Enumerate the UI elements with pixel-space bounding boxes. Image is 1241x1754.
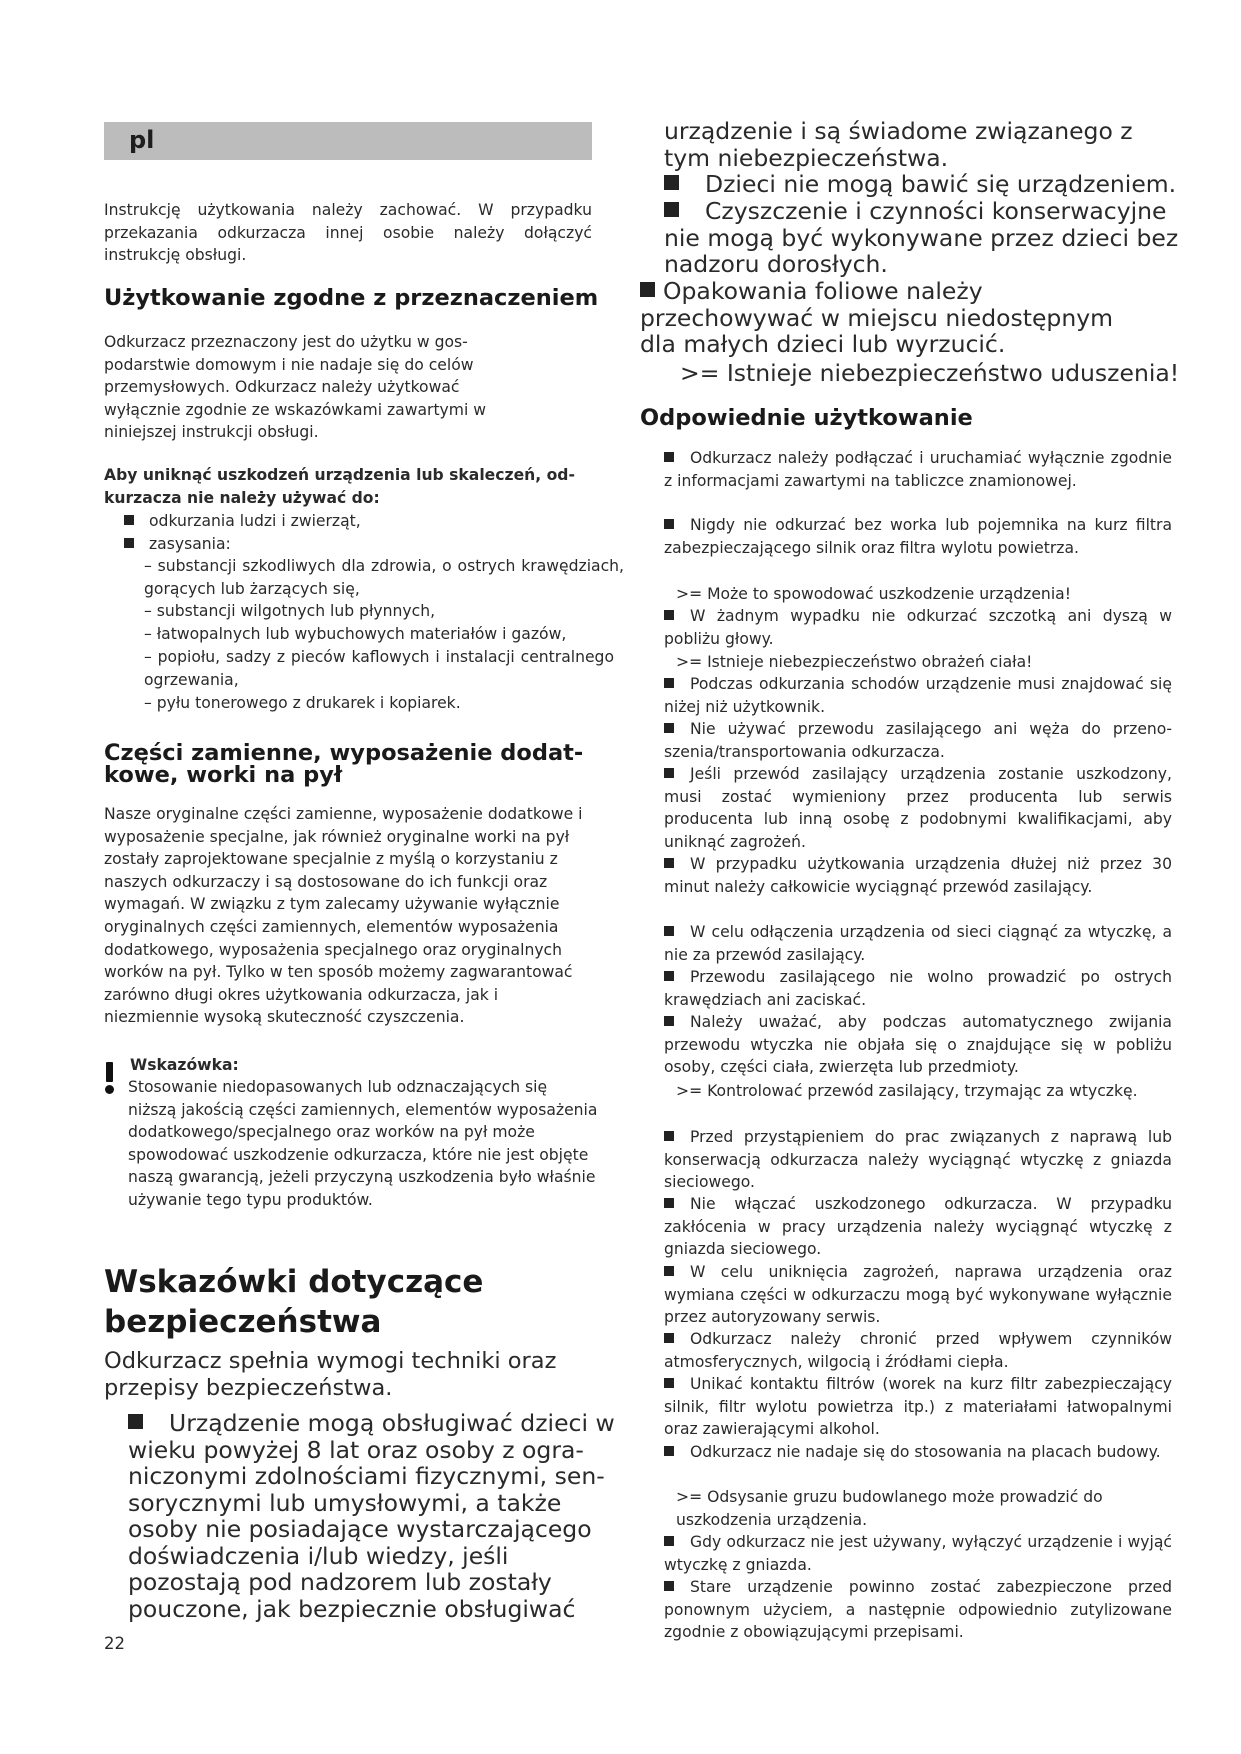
note-label: Wskazówka: (130, 1056, 239, 1074)
sub-item: – substancji szkodliwych dla zdrowia, o ostrych krawędziach, gorących lub żarzących się, (144, 557, 624, 598)
bullet-square-icon (664, 1581, 674, 1591)
bullet-square-icon (664, 1016, 674, 1026)
list-item: W przypadku użytkowania urządzenia dłużej niż przez 30 minut należy całkowicie wyciągnąć przewód zasilający. (664, 855, 1172, 896)
list-item: W żadnym wypadku nie odkurzać szczotką ani dyszą w pobliżu głowy. (664, 607, 1172, 648)
section-heading-proper-use: Odpowiednie użytkowanie (640, 405, 973, 431)
page-number: 22 (104, 1634, 125, 1653)
list-item: Stare urządzenie powinno zostać zabezpieczone przed ponownym użyciem, a następnie odpowiednio zutylizowane zgodnie z obowiązującymi przepisami. (664, 1578, 1172, 1642)
bullet-square-icon (664, 768, 674, 778)
list-item: odkurzania ludzi i zwierząt, (124, 510, 361, 533)
safety-item-3: Czyszczenie i czynności konserwacyjne nie mogą być wykonywane przez dzieci bez nadzoru dorosłych. (664, 197, 1179, 278)
list-item: Unikać kontaktu filtrów (worek na kurz filtr zabezpieczający silnik, filtr wylotu powietrza itp.) z materiałami łatwopalnymi oraz zawierającymi alkohol. (664, 1375, 1172, 1439)
list-item: Odkurzacz należy podłączać i uruchamiać wyłącznie zgodnie z informacjami zawartymi na tabliczce znamionowej. (664, 449, 1172, 490)
list-item: Przewodu zasilającego nie wolno prowadzić po ostrych krawędziach ani zaciskać. (664, 968, 1172, 1009)
bullet-square-icon (664, 1536, 674, 1546)
safety-item-4: Opakowania foliowe należy przechowywać w miejscu niedostępnym dla małych dzieci lub wyrzucić. (640, 277, 1114, 358)
bullet-square-icon (664, 1333, 674, 1343)
bullet-square-icon (664, 926, 674, 936)
list-item: Nie używać przewodu zasilającego ani węża do przenoszenia/transportowania odkurzacza. (664, 720, 1172, 761)
bullet-square-icon (664, 1378, 674, 1388)
list-item: Podczas odkurzania schodów urządzenie musi znajdować się niżej niż użytkownik. (664, 675, 1172, 716)
sub-item: – substancji wilgotnych lub płynnych, (144, 602, 436, 620)
list-item: W celu odłączenia urządzenia od sieci ciągnąć za wtyczkę, a nie za przewód zasilający. (664, 923, 1172, 964)
language-tab (104, 122, 592, 160)
warning-bold: Aby uniknąć uszkodzeń urządzenia lub skaleczeń, odkurzacza nie należy używać do: (104, 466, 575, 507)
intro-paragraph: Instrukcję użytkowania należy zachować. W przypadku przekazania odkurzacza innej osobie należy dołączyć instrukcję obsługi. (104, 201, 592, 265)
safety-item-4-arrow: >= Istnieje niebezpieczeństwo uduszenia! (680, 359, 1180, 387)
bullet-square-icon (128, 1414, 143, 1429)
safety-lead: Odkurzacz spełnia wymogi techniki oraz przepisy bezpieczeństwa. (104, 1348, 557, 1401)
bullet-square-icon (124, 538, 134, 548)
bullet-square-icon (664, 610, 674, 620)
bullet-square-icon (664, 452, 674, 462)
safety-item-1: Urządzenie mogą obsługiwać dzieci w wieku powyżej 8 lat oraz osoby z ograniczonymi zdolnościami fizycznymi, sensorycznymi lub umysłowymi, a także osoby nie posiadające wystarczającego doświadczenia i/lub wiedzy, jeśli pozostają pod nadzorem lub zostały pouczone, jak bezpiecznie obsługiwać (128, 1409, 615, 1623)
section-heading-intended-use: Użytkowanie zgodne z przeznaczeniem (104, 285, 599, 311)
bullet-square-icon (664, 1266, 674, 1276)
bullet-square-icon (664, 1446, 674, 1456)
list-item: Nie włączać uszkodzonego odkurzacza. W przypadku zakłócenia w pracy urządzenia należy wyciągnąć wtyczkę z gniazda sieciowego. (664, 1195, 1172, 1259)
intended-use-body: Odkurzacz przeznaczony jest do użytku w gospodarstwie domowym i nie nadaje się do celów przemysłowych. Odkurzacz należy użytkować wyłącznie zgodnie ze wskazówkami zawartymi w niniejszej instrukcji obsługi. (104, 333, 487, 442)
arrow-note: >= Istnieje niebezpieczeństwo obrażeń ciała! (676, 653, 1033, 671)
language-code: pl (129, 126, 155, 154)
bullet-square-icon (664, 971, 674, 981)
list-item: Jeśli przewód zasilający urządzenia zostanie uszkodzony, musi zostać wymieniony przez producenta lub serwis producenta lub inną osobę z podobnymi kwalifikacjami, aby uniknąć zagrożeń. (664, 765, 1172, 851)
bullet-square-icon (664, 858, 674, 868)
bullet-square-icon (664, 519, 674, 529)
arrow-note: >= Może to spowodować uszkodzenie urządzenia! (676, 585, 1071, 603)
exclamation-icon (104, 1062, 116, 1092)
sub-item: – popiołu, sadzy z pieców kaflowych i instalacji centralnego ogrzewania, (144, 648, 614, 689)
bullet-square-icon (640, 282, 655, 297)
list-item: Gdy odkurzacz nie jest używany, wyłączyć urządzenie i wyjąć wtyczkę z gniazda. (664, 1533, 1172, 1574)
list-item: Odkurzacz nie nadaje się do stosowania na placach budowy. (664, 1441, 1172, 1464)
section-heading-safety: Wskazówki dotyczące bezpieczeństwa (104, 1264, 484, 1340)
safety-item-1-continued: urządzenie i są świadome związanego z tym niebezpieczeństwa. (664, 117, 1133, 172)
sub-item: – pyłu tonerowego z drukarek i kopiarek. (144, 694, 461, 712)
list-item: zasysania: (124, 533, 231, 556)
bullet-square-icon (664, 1198, 674, 1208)
arrow-note: >= Odsysanie gruzu budowlanego może prowadzić do uszkodzenia urządzenia. (676, 1488, 1103, 1529)
bullet-square-icon (664, 678, 674, 688)
bullet-square-icon (664, 1131, 674, 1141)
bullet-square-icon (664, 723, 674, 733)
list-item: W celu uniknięcia zagrożeń, naprawa urządzenia oraz wymiana części w odkurzaczu mogą być wykonywane wyłącznie przez autoryzowany serwis. (664, 1263, 1172, 1327)
spare-parts-body: Nasze oryginalne części zamienne, wyposażenie dodatkowe i wyposażenie specjalne, jak również oryginalne worki na pył zostały zaprojektowane specjalnie z myślą o korzystaniu z naszych odkurzaczy i są dostosowane do ich funkcji oraz wymagań. W związku z tym zalecamy używanie wyłącznie oryginalnych części zamiennych, elementów wyposażenia dodatkowego, wyposażenia specjalnego oraz oryginalnych worków na pył. Tylko w ten sposób możemy zagwarantować zarówno długi okres użytkowania odkurzacza, jak i niezmiennie wysoką skuteczność czyszczenia. (104, 805, 583, 1027)
list-item: Należy uważać, aby podczas automatycznego zwijania przewodu wtyczka nie objała się o znajdujące się w pobliżu osoby, części ciała, zwierzęta lub przedmioty. (664, 1013, 1172, 1077)
sub-item: – łatwopalnych lub wybuchowych materiałów i gazów, (144, 625, 567, 643)
list-item: Odkurzacz należy chronić przed wpływem czynników atmosferycznych, wilgocią i źródłami ciepła. (664, 1330, 1172, 1371)
safety-item-2: Dzieci nie mogą bawić się urządzeniem. (664, 171, 1184, 198)
bullet-square-icon (124, 515, 134, 525)
bullet-square-icon (664, 202, 679, 217)
list-item: Przed przystąpieniem do prac związanych z naprawą lub konserwacją odkurzacza należy wyciągnąć wtyczkę z gniazda sieciowego. (664, 1128, 1172, 1192)
arrow-note: >= Kontrolować przewód zasilający, trzymając za wtyczkę. (676, 1082, 1138, 1100)
list-item: Nigdy nie odkurzać bez worka lub pojemnika na kurz filtra zabezpieczającego silnik oraz filtra wylotu powietrza. (664, 516, 1172, 557)
note-body: Stosowanie niedopasowanych lub odznaczających się niższą jakością części zamiennych, elementów wyposażenia dodatkowego/specjalnego oraz worków na pył może spowodować uszkodzenie odkurzacza, które nie jest objęte naszą gwarancją, jeżeli przyczyną uszkodzenia było właśnie używanie tego typu produktów. (128, 1078, 598, 1209)
bullet-square-icon (664, 175, 679, 190)
section-heading-spare-parts: Części zamienne, wyposażenie dodat- kowe, worki na pył (104, 740, 584, 788)
